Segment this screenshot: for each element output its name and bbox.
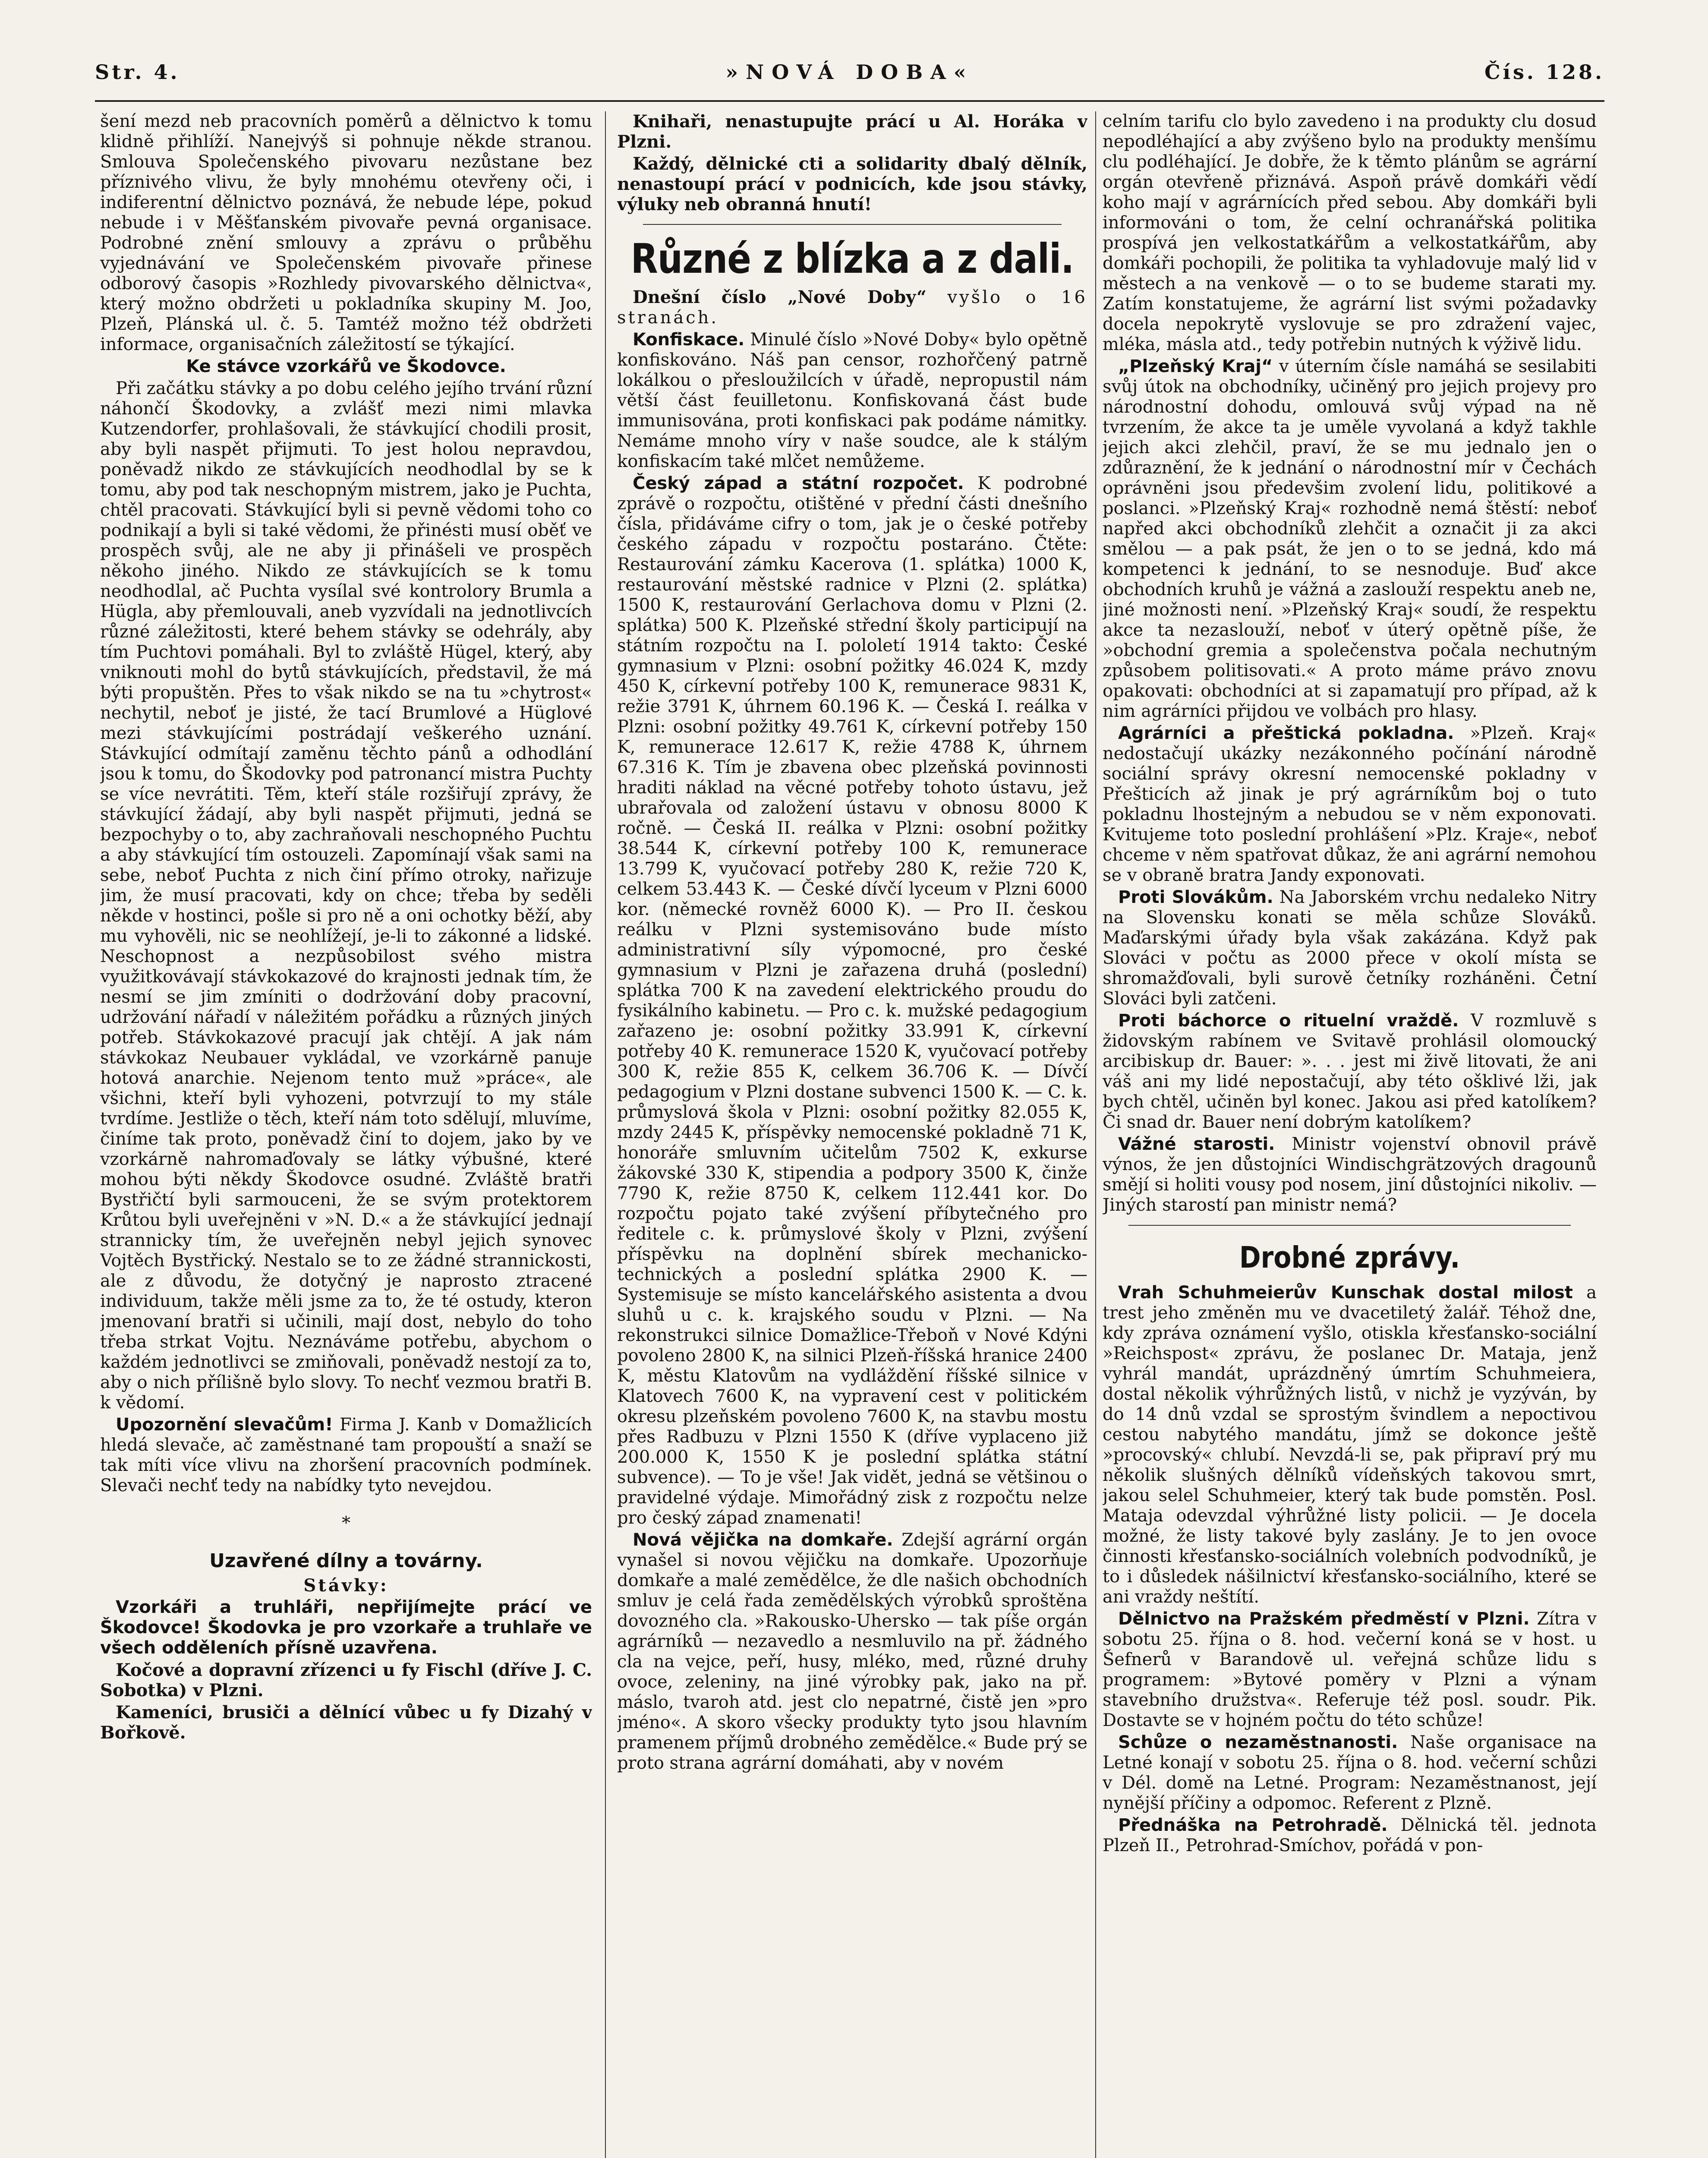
article-text: Zdejší agrární orgán vynašel si novou vějičku na domkaře. Upozorňuje domkaře a malé zemědělce, že dle našich obchodních smluv je celá řada zemědělských výrobků sproštěna dovozného cla. »Rakousko-Uhersko — tak píše orgán agrárníků — nezavedlo a nesmluvilo na př. žádného cla na vejce, peří, husy, mléko, med, různé druhy ovoce, zeleniny, na jiné výrobky pak, jako na př. máslo, tvaroh atd. jest clo nepatrné, čistě jen »pro jméno«. A skoro všecky produkty tyto jsou hlavním pramenem příjmů drobného zemědělce.« Bude prý se proto strana agrární domáhati, aby v novém xyxy=(617,1530,1087,1773)
article-heading: Agrárníci a přeštická pokladna. xyxy=(1118,723,1454,743)
article-heading: Dnešní číslo „Nové Doby“ xyxy=(633,287,926,307)
article-paragraph xyxy=(1103,887,1597,1009)
column-divider xyxy=(1095,111,1096,2158)
article-heading: „Plzeňský Kraj“ xyxy=(1118,357,1273,376)
article-paragraph: celním tarifu clo bylo zavedeno i na produkty clu dosud nepodléhající a aby zvýšeno bylo na produkty menšímu clu podléhající. Je dobře, že k těmto plánům se agrární orgán otevřeně přiznává. Aspoň právě domkáři vědí koho mají v agrárnících před sebou. Aby domkáři byli informováni o tom, že celní ochranářská politika prospívá jen velkostatkářům a velkostatkářům, aby domkáři pochopili, že politika ta vyhladovuje malý lid v městech a na venkově — o to se budeme starati my. Zatím konstatujeme, že agrární list svými požadavky docela nepokrytě vyslovuje se pro zdražení vajec, mléka, másla atd., tedy potřebin nutných k výživě lidu. xyxy=(1103,111,1597,354)
article-paragraph xyxy=(100,1415,592,1496)
article-paragraph xyxy=(617,287,1087,328)
article-paragraph xyxy=(617,1530,1087,1773)
article-paragraph: šení mezd neb pracovních poměrů a dělnictvo k tomu klidně přihlíží. Nanejvýš si pohnuje někde stranou. Smlouva Společenského pivovaru nezůstane bez příznivého vlivu, že byly mnohému otevřeny oči, i indiferentní dělnictvo poznává, že nebude lépe, pokud nebude i v Měšťanském pivovaře pevná organisace. Podrobné znění smlouvy a zprávu o průběhu vyjednávání ve Společenském pivovaře přinese odborový časopis »Rozhledy pivovarského dělnictva«, který možno obdržeti u pokladníka skupiny M. Joo, Plzeň, Plánská ul. č. 5. Tamtéž možno též obdržeti informace, organisačních záležitostí se týkající. xyxy=(100,111,592,354)
section-title: Různé z blízka a z dali. xyxy=(630,235,1074,283)
strike-notice: Každý, dělnické cti a solidarity dbalý dělník, nenastoupí prácí v podnicích, kde jsou stávky, výluky neb obranná hnutí! xyxy=(617,154,1087,215)
article-text: Na Jaborském vrchu nedaleko Nitry na Slovensku konati se měla schůze Slováků. Maďarskými úřady byla však zakázána. Když pak Slováci v počtu as 2000 přece v okolí místa se shromažďovali, byli surově četníky rozháněni. Četní Slováci byli zatčeni. xyxy=(1103,887,1597,1009)
strike-notice: Vzorkáři a truhláři, nepřijímejte prácí ve Škodovce! Škodovka je pro vzorkaře a truhlaře ve všech odděleních přísně uzavřena. xyxy=(100,1597,592,1658)
article-paragraph xyxy=(1103,1134,1597,1215)
column-right xyxy=(1103,111,1597,2158)
article-heading: Upozornění slevačům! xyxy=(116,1415,333,1435)
article-paragraph xyxy=(617,473,1087,1528)
article-heading: Ke stávce vzorkářů ve Škodovce. xyxy=(186,357,506,376)
article-text: Zítra v sobotu 25. října o 8. hod. večerní koná se v host. u Šefnerů v Barandově ul. veřejná schůze lidu s programem: »Bytové poměry v Plzni a výnam stavebního družstva«. Referuje též posl. soudr. Pik. Dostavte se v hojném počtu do této schůze! xyxy=(1103,1609,1597,1730)
article-text: V rozmluvě s židovským rabínem ve Svitavě prohlásil olomoucký arcibiskup dr. Bauer: ». . . jest mi živě litovati, že ani váš ani my lidé nepostačují, aby této ošklivé lži, jak bych chtěl, učiněn byl konec. Jakou asi před katolíkem? Či snad dr. Bauer není dobrým katolíkem? xyxy=(1103,1011,1597,1132)
article-paragraph xyxy=(1103,1283,1597,1607)
article-heading: Vrah Schuhmeierův Kunschak dostal milost xyxy=(1118,1283,1573,1303)
header-rule xyxy=(95,100,1604,102)
section-rule xyxy=(1128,1225,1571,1226)
article-paragraph xyxy=(1103,1609,1597,1731)
article-paragraph xyxy=(1103,723,1597,886)
column-left xyxy=(100,111,592,2158)
article-text: Minulé číslo »Nové Doby« bylo opětně konfiskováno. Náš pan censor, rozhořčený patrně lokálkou o přesloužilcích v úřadě, nepropustil nám větší část feuilletonu. Konfiskovaná část bude immunisována, proti konfiskaci pak podáme námitky. Nemáme mnoho víry v naše soudce, ale k stálým konfiskacím také mlčet nemůžeme. xyxy=(617,330,1087,471)
article-paragraph xyxy=(1103,1011,1597,1133)
strike-notice: Knihaři, nenastupujte prácí u Al. Horáka v Plzni. xyxy=(617,111,1087,152)
article-heading: Dělnictvo na Pražském předměstí v Plzni. xyxy=(1118,1609,1530,1629)
article-text: Firma J. Kanb v Domažlicích hledá slevače, ač zaměstnané tam propouští a snaží se tak míti více vlivu na zhoršení pracovních podmínek. Slevači nechť tedy na nabídky tyto nevejdou. xyxy=(100,1415,592,1495)
article-heading: Konfiskace. xyxy=(633,330,745,350)
article-text: K podrobné zprávě o rozpočtu, otištěné v přední části dnešního čísla, přidáváme cifry o tom, jak je o české potřeby českého západu v rozpočtu postaráno. Čtěte: Restaurování zámku Kacerova (1. splátka) 1000 K, restaurování městské radnice v Plzni (2. splátka) 1500 K, restaurování Gerlachova domu v Plzni (2. splátka) 500 K. Plzeňské střední školy participují na státním rozpočtu na I. pololetí 1914 takto: České gymnasium v Plzni: osobní požitky 46.024 K, mzdy 450 K, církevní potřeby 100 K, remunerace 9831 K, režie 3791 K, úhrnem 60.196 K. — Česká I. reálka v Plzni: osobní požitky 49.761 K, církevní potřeby 150 K, remunerace 12.617 K, režie 4788 K, úhrnem 67.316 K. Tím je zbavena obec plzeňská povinnosti hraditi náklad na věcné potřeby tohoto ústavu, jež ubrařovala od založení ústavu v obnosu 8000 K ročně. — Česká II. reálka v Plzni: osobní požitky 38.544 K, církevní potřeby 100 K, remunerace 13.799 K, vyučovací potřeby 280 K, režie 720 K, celkem 53.443 K. — České dívčí lyceum v Plzni 6000 kor. (německé rovněž 6000 K). — Pro II. českou reálku v Plzni systemisováno bude místo administrativní síly výpomocné, pro české gymnasium v Plzni je zařazena druhá (poslední) splátka 700 K na zavedení elektrického proudu do fysikálního kabinetu. — Pro c. k. mužské pedagogium zařazeno je: osobní požitky 33.991 K, církevní potřeby 40 K. remunerace 1520 K, vyučovací potřeby 300 K, režie 855 K, celkem 36.706 K. — Dívčí pedagogium v Plzni dostane subvenci 1500 K. — C. k. průmyslová škola v Plzni: osobní požitky 82.055 K, mzdy 2445 K, příspěvky nemocenské pokladně 71 K, honoráře smluvním učitelům 7502 K, exkurse žákovské 330 K, stipendia a podpory 3500 K, činže 7790 K, režie 8750 K, celkem 112.441 kor. Do rozpočtu pojato také zvýšení příbytečného pro ředitele c. k. průmyslové školy v Plzni, zvýšení příspěvku na doplnění sbírek mechanicko-technických a poslední splátka 2900 K. — Systemisuje se místo kancelářského asistenta a dvou sluhů u c. k. krajského soudu v Plzni. — Na rekonstrukci silnice Domažlice-Třeboň v Nové Kdýni povoleno 2800 K, na silnici Plzeň-říšská hranice 2400 K, městu Klatovům na vydláždění říšské silnice v Klatovech 7600 K, na vypravení cest v politickém okresu plzeňském povoleno 7600 K, na stavbu mostu přes Radbuzu v Plzni 1550 K (dříve vyplaceno již 200.000 K, 1550 K je poslední splátka státní subvence). — To je vše! Jak vidět, jedná se většinou o pravidelné výdaje. Mimořádný zisk z rozpočtu nelze pro český západ znamenati! xyxy=(617,473,1087,1528)
article-paragraph xyxy=(617,330,1087,472)
article-heading: Vážné starosti. xyxy=(1118,1134,1275,1154)
article-paragraph xyxy=(1103,1732,1597,1814)
strike-box-subtitle: Stávky: xyxy=(303,1575,389,1596)
article-text: vyšlo o 16 stranách. xyxy=(617,287,1087,328)
strike-notice: Kameníci, brusiči a dělnící vůbec u fy Dizahý v Bořkově. xyxy=(100,1702,592,1743)
column-divider xyxy=(605,111,606,2158)
article-paragraph xyxy=(1103,1815,1597,1856)
article-text: Naše organisace na Letné konají v sobotu 25. října o 8. hod. večerní schůzi v Dél. domě na Letné. Program: Nezaměstnanost, její nynější příčiny a odpomoc. Referent z Plzně. xyxy=(1103,1732,1597,1813)
page-header xyxy=(95,60,1604,99)
article-text: v úterním čísle namáhá se sesilabiti svůj útok na obchodníky, učiněný pro jejich projevy pro národnostní dohodu, omlouvá svůj výpad na ně tvrzením, že akce ta je uměle vyvolaná a když takhle jejich akci zlehčil, praví, že se mu jednalo jen o zdůraznění, že k jednání o národnostní mír v Čechách oprávněni jsou předevšim zvolení lidu, politikové a poslanci. »Plzeňský Kraj« rozhodně nemá štěstí: neboť napřed akci obchodníků zlehčit a označit ji za akci smělou — a pak psát, že jen o to se jedná, kdo má kompetenci k jednání, to se nesnoduje. Buď akce obchodních kruhů je vážná a zaslouží respektu aneb ne, jiné možnosti není. »Plzeňský Kraj« soudí, že respektu akce ta nezaslouží, neboť v úterý opětně píše, že »obchodní gremia a společenstva počala nechutným způsobem politisovati.« A proto máme právo znovu opakovati: obchodníci at si zapamatují pro případ, až k nim agrárníci přijdou ve volbách pro hlasy. xyxy=(1103,357,1597,721)
article-paragraph: Při začátku stávky a po dobu celého jejího trvání různí náhončí Škodovky, a zvlášť mezi nimi mlavka Kutzendorfer, prohlašovali, že stávkující chodili prosit, aby byli naspět přijmuti. To jest holou nepravdou, poněvadž nikdo ze stávkujících neodhodlal by se k tomu, aby pod tak neschopným mistrem, jako je Puchta, chtěl pracovati. Stávkující byli si pevně vědomi toho co podnikají a byli si také vědomi, že přinésti musí oběť ve prospěch svůj, ale ne aby ji přinášeli ve prospěch někoho jiného. Nikdo ze stávkujících se k tomu neodhodlal, ač Puchta vysílal své kontrolory Brumla a Hügla, aby přemlouvali, aneb vyzvídali na jednotlivcích různé záležitosti, které behem stávky se odehrály, aby tím Puchtovi pomáhali. Byl to zvláště Hügel, který, aby vniknouti mohl do bytů stávkujících, představil, že má býti propuštěn. Přes to však nikdo se na tu »chytrost« nechytil, neboť je jisté, že tací Brumlové a Hüglové mezi stávkujícími postrádají veškerého uznání. Stávkující odmítají zaměnu těchto pánů a odhodlání jsou k tomu, do Škodovky pod patronancí mistra Puchty se více nevrátiti. Těm, kteří stále rozšiřují zprávy, že stávkující žádají, aby byli naspět přijmuti, jedná se bezpochyby o to, aby zachraňovali neschopného Puchtu a aby stávkující tím ostouzeli. Zapomínají však sami na sebe, neboť Puchta z nich činí přímo otroky, nařizuje jim, že musí pracovati, kdy on chce; třeba by seděli někde v hostinci, pošle si pro ně a oni ochotky běží, aby mu vyhověli, nic se neohlížejí, je-li to zákonné a lidské. Neschopnost a nezpůsobilost svého mistra využitkovávají stávkokazové do krajnosti jednak tím, že nesmí se jim zmíniti o dodržování doby pracovní, udržování nářadí v náležitém pořádku a různých jiných potřeb. Stávkokazové pracují jak chtějí. A jak nám stávkokaz Neubauer vykládal, ve vzorkárně panuje hotová anarchie. Nejenom tento muž »práce«, ale všichni, kteří byli vyhozeni, potvrzují to my stále tvrdíme. Jestliže o těch, kteří nám toto sdělují, mluvíme, činíme tak proto, poněvadž činí to dojem, jako by ve vzorkárně nahromaďovaly se látky výbušné, které mohou býti někdy Škodovce osudné. Zvláště bratři Bystřičtí byli sarmouceni, že se svým protektorem Krůtou byli uveřejněni v »N. D.« a že stávkující jednají strannicky tím, že uveřejněn nebyl jejich synovec Vojtěch Bystřický. Nestalo se to ze žádné strannickosti, ale z důvodu, že dotyčný je naprosto ztracené individuum, takže měli jsme za to, že té ostudy, kteron jmenovaní bratři si učinili, mají dost, nebylo do toho třeba strkat Vojtu. Neznáváme potřebu, abychom o každém jednotlivci se zmiňovali, poněvadž nestojí za to, aby o nich přílišně bylo slovy. To nechť vezmou bratři B. k vědomí. xyxy=(100,379,592,1413)
article-heading: Proti báchorce o rituelní vraždě. xyxy=(1118,1011,1459,1031)
section-rule xyxy=(643,224,1062,225)
article-paragraph xyxy=(1103,357,1597,722)
column-middle xyxy=(617,111,1087,2158)
issue-number: Čís. 128. xyxy=(1484,60,1604,84)
article-heading: Schůze o nezaměstnanosti. xyxy=(1118,1732,1398,1752)
article-text: Ministr vojenství obnovil právě výnos, že jen důstojníci Windischgrätzových dragounů smějí si holiti vousy pod nosem, jiní důstojníci nikoliv. — Jiných starostí pan ministr nemá? xyxy=(1103,1134,1597,1215)
article-heading: Český západ a státní rozpočet. xyxy=(633,473,964,493)
section-title: Drobné zprávy. xyxy=(1239,1240,1460,1275)
article-text: »Plzeň. Kraj« nedostačují ukázky nezákonného počínání národně sociální správy okresní nemocenské pokladny v Přešticích až jinak je prý agrárníkům boj o tuto pokladnu lhostejným a nebudou se v něm exponovati. Kvitujeme toto poslední prohlášení »Plz. Kraje«, neboť chceme v něm spatřovat důkaz, že ani agrární nemohou se v obraně bratra Jandy exponovati. xyxy=(1103,723,1597,885)
page-number: Str. 4. xyxy=(95,60,180,84)
strike-notice: Kočové a dopravní zřízenci u fy Fischl (dříve J. C. Sobotka) v Plzni. xyxy=(100,1660,592,1701)
article-text: Dělnická těl. jednota Plzeň II., Petrohrad-Smíchov, pořádá v pon- xyxy=(1103,1815,1597,1855)
article-heading: Nová vějička na domkaře. xyxy=(633,1530,893,1550)
newspaper-title: »NOVÁ DOBA« xyxy=(725,60,974,84)
article-heading: Proti Slovákům. xyxy=(1118,887,1273,907)
separator-star: * xyxy=(342,1513,350,1533)
strike-box-title: Uzavřené dílny a továrny. xyxy=(209,1550,483,1572)
article-text: a trest jeho změněn mu ve dvacetiletý žalář. Téhož dne, kdy zpráva oznámení vyšlo, otiskla křesťansko-sociální »Reichspost« zprávu, že poslanec Dr. Mataja, jenž vyhrál mandát, uprázdněný úmrtím Schuhmeiera, dostal několik výhrůžných listů, v nichž je vyzýván, by do 14 dnů vzdal se sprostým švindlem a nepoctivou cestou nabytého mandátu, jímž se dokonce ještě »procovský« chlubí. Nevzdá-li se, pak připraví prý mu několik slušných dělníků vídeňských takovou smrt, jakou selel Schuhmeier, který tak bude pomstěn. Posl. Mataja odevzdal výhrůžné listy policii. — Je docela možné, že listy takové byly zaslány. Je to jen ovoce činnosti křesťansko-sociálních volebních podvodníků, je to i důsledek nášilnictví křesťansko-sociálního, které se ani vraždy neštítí. xyxy=(1103,1283,1597,1607)
article-heading: Přednáška na Petrohradě. xyxy=(1118,1815,1388,1835)
